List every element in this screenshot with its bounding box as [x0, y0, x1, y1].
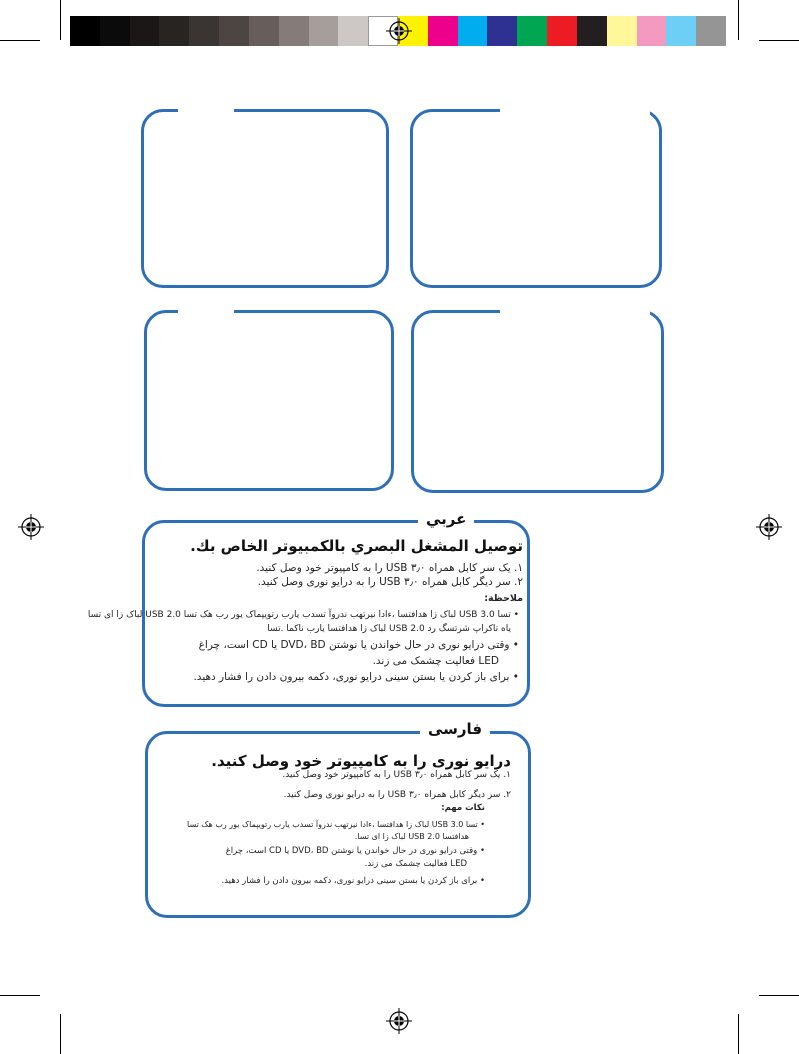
crop-mark: [759, 995, 799, 996]
crop-mark: [60, 0, 61, 40]
arabic-label: عربي: [418, 510, 474, 528]
farsi-step-2: ٢. سر دیگر کابل همراه USB ۳٫۰ را به درایو نوری وصل کنید.: [283, 790, 511, 800]
farsi-label: فارسی: [420, 720, 490, 738]
empty-language-box: [144, 310, 394, 491]
farsi-bullet-2: • وقتی درایو نوری در حال خواندن یا نوشتن DVD، BD یا CD است، چراغ: [225, 846, 485, 856]
box-tab-gap: [178, 305, 234, 317]
farsi-bullet-3: • برای باز کردن یا بستن سینی درایو نوری، دکمه بیرون دادن را فشار دهید.: [221, 876, 485, 886]
color-swatch: [249, 16, 279, 46]
empty-language-box: [141, 109, 389, 288]
color-swatch: [666, 16, 696, 46]
box-tab-gap: [500, 305, 650, 317]
crop-mark: [60, 1014, 61, 1054]
color-swatch: [458, 16, 488, 46]
color-swatch: [189, 16, 219, 46]
box-tab-gap: [178, 104, 234, 116]
color-swatch: [517, 16, 547, 46]
arabic-bullet-2: • وقتی درایو نوری در حال خواندن یا نوشتن DVD، BD یا CD است، چراغ: [198, 639, 519, 651]
color-swatch: [607, 16, 637, 46]
farsi-note-heading: نکات مهم:: [441, 803, 485, 813]
color-swatch: [219, 16, 249, 46]
arabic-bullet-1-cont: یاه تاکراپ شرتسگ رد USB 2.0 لباک زا هدافتسا یارب ناکما .تسا: [267, 624, 511, 634]
box-tab-gap: [500, 104, 650, 116]
arabic-step-1: ١. یک سر کابل همراه USB ۳٫۰ را به کامپیوتر خود وصل کنید.: [256, 562, 523, 574]
color-swatch: [428, 16, 458, 46]
crop-mark: [0, 995, 40, 996]
color-swatch: [309, 16, 339, 46]
color-swatch: [279, 16, 309, 46]
color-swatch: [130, 16, 160, 46]
farsi-bullet-2-cont: LED فعالیت چشمک می زند.: [364, 859, 467, 869]
color-swatch: [70, 16, 100, 46]
crop-mark: [738, 0, 739, 40]
registration-mark-icon: [18, 514, 44, 540]
empty-language-box: [410, 109, 662, 288]
crop-mark: [0, 40, 40, 41]
arabic-bullet-1: • تسا 3.0 USB لباک زا هدافتسا ،ءادا نیرتهب ندروآ تسدب یارب رتویپماک یور رب هک تسا 2.0 USB لباک زا ای تسا: [87, 610, 519, 620]
crop-mark: [759, 40, 799, 41]
color-swatch: [577, 16, 607, 46]
color-swatch: [696, 16, 726, 46]
color-swatch: [637, 16, 667, 46]
color-swatch: [487, 16, 517, 46]
farsi-step-1: ١. یک سر کابل همراه USB ۳٫۰ را به کامپیوتر خود وصل کنید.: [282, 770, 511, 780]
color-swatch: [100, 16, 130, 46]
farsi-bullet-1: • تسا 3.0 USB لباک زا هدافتسا ،ءادا نیرتهب ندروآ تسدب یارب رتویپماک یور رب هک تسا: [187, 820, 485, 829]
color-swatch: [159, 16, 189, 46]
color-swatch: [547, 16, 577, 46]
arabic-bullet-3: • برای باز کردن یا بستن سینی درایو نوری، دکمه بیرون دادن را فشار دهید.: [193, 671, 519, 683]
empty-language-box: [411, 310, 664, 493]
farsi-bullet-1-cont: هدافتسا USB 2.0 لباک زا ای تسا.: [354, 832, 469, 841]
arabic-bullet-2-cont: LED فعالیت چشمک می زند.: [372, 655, 499, 667]
arabic-title: توصيل المشغل البصري بالكمبيوتر الخاص بك.: [190, 537, 523, 555]
arabic-note-heading: ملاحظة:: [484, 593, 523, 604]
crop-mark: [738, 1014, 739, 1054]
arabic-step-2: ٢. سر دیگر کابل همراه USB ۳٫۰ را به درایو نوری وصل کنید.: [257, 576, 523, 588]
registration-mark-icon: [756, 514, 782, 540]
registration-mark-icon: [386, 18, 412, 44]
color-swatch: [338, 16, 368, 46]
registration-mark-icon: [386, 1008, 412, 1034]
farsi-title: درایو نوری را به کامپیوتر خود وصل کنید.: [211, 752, 511, 770]
